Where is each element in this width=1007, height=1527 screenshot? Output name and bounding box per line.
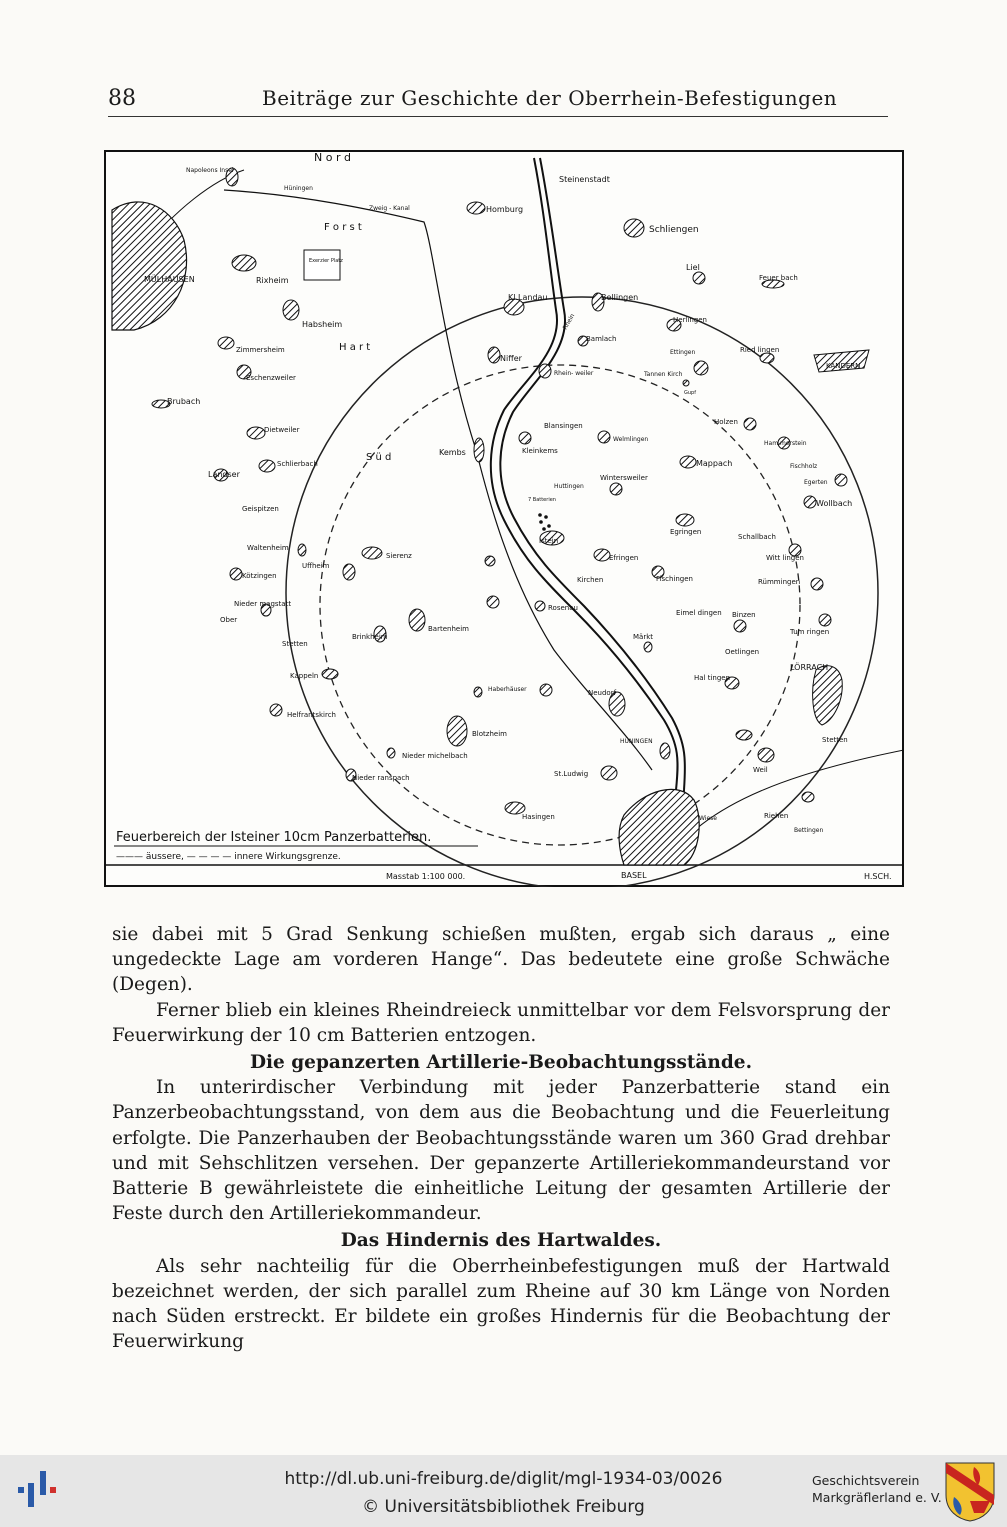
- label-wittlingen: Witt lingen: [766, 554, 804, 562]
- society-name-line1: Geschichtsverein: [812, 1473, 920, 1488]
- label-bamlach: Bamlach: [586, 335, 617, 343]
- label-brubach: Brubach: [167, 397, 201, 406]
- label-schallbach: Schallbach: [738, 533, 776, 541]
- label-sierenz: Sierenz: [386, 552, 412, 560]
- label-wollbach: Wollbach: [816, 499, 853, 508]
- label-zweig-kanal: Zweig - Kanal: [369, 205, 410, 212]
- label-forst: F o r s t: [324, 222, 362, 233]
- label-bartenheim: Bartenheim: [428, 625, 469, 633]
- label-maerkt: Märkt: [633, 633, 654, 641]
- label-koetzingen: Kötzingen: [242, 572, 277, 580]
- label-binzen: Binzen: [732, 611, 756, 619]
- label-bellingen: Bellingen: [601, 293, 639, 302]
- paragraph-4: Als sehr nachteilig für die Oberrheinbefestigungen muß der Hartwald bezeichnet werden, der sich parallel zum Rheine auf 30 km Länge von Norden nach Süden erstreckt. Er bildete ein großes Hindernis für die Beobachtung der Feuerwirkung: [112, 1255, 890, 1353]
- label-zimmersheim: Zimmersheim: [236, 346, 285, 354]
- label-schlierbach: Schlierbach: [277, 460, 318, 468]
- paragraph-2: Ferner blieb ein kleines Rheindreieck unmittelbar vor dem Felsvorsprung der Feuerwirkung der 10 cm Batterien entzogen.: [112, 999, 890, 1046]
- source-url-link[interactable]: http://dl.ub.uni-freiburg.de/diglit/mgl-1934-03/0026: [284, 1469, 723, 1489]
- header-rule: [108, 116, 888, 117]
- label-kl-landau: Kl.Landau: [508, 293, 548, 302]
- label-gupf: Gupf: [684, 390, 696, 396]
- label-batterien: 7 Batterien: [528, 497, 556, 503]
- heading-hartwald: Das Hindernis des Hartwaldes.: [340, 1230, 662, 1252]
- label-feuerbach: Feuer bach: [759, 274, 798, 282]
- legend-line: ——— äussere, — — — — innere Wirkungsgrenze.: [116, 852, 341, 862]
- label-helfrantskirch: Helfrantskirch: [287, 711, 336, 719]
- label-rheinweiler: Rhein- weiler: [554, 370, 594, 377]
- label-holzen: Holzen: [714, 418, 738, 426]
- label-kappeln: Kappeln: [290, 672, 319, 680]
- label-riehen: Riehen: [764, 812, 789, 820]
- label-wintersweiler: Wintersweiler: [600, 474, 648, 482]
- label-loerrach: LÖRRACH: [790, 663, 829, 672]
- label-exerzier-platz: Exerzier Platz: [309, 258, 343, 264]
- label-ettingen: Ettingen: [670, 349, 696, 356]
- label-steinenstadt: Steinenstadt: [559, 175, 610, 184]
- label-liel: Liel: [686, 263, 700, 272]
- label-efringen: Efringen: [609, 554, 639, 562]
- label-landser: Landser: [208, 470, 240, 479]
- label-rosenau: Rosenau: [548, 604, 578, 612]
- label-oetlingen: Oetlingen: [725, 648, 760, 656]
- label-sued: S ü d: [366, 452, 392, 463]
- label-blansingen: Blansingen: [544, 422, 583, 430]
- label-eschenzweiler: Eschenzweiler: [246, 374, 296, 382]
- label-rummingen: Rümmingen: [758, 578, 801, 586]
- fire-range-map: [104, 150, 904, 887]
- label-eimeldingen: Eimel dingen: [676, 609, 722, 617]
- label-herlingen: Herlingen: [673, 316, 707, 324]
- label-egerten: Egerten: [804, 479, 828, 486]
- label-blotzheim: Blotzheim: [472, 730, 507, 738]
- label-riedlingen: Ried lingen: [740, 346, 780, 354]
- label-ober: Ober: [220, 616, 238, 624]
- legend-title: Feuerbereich der Isteiner 10cm Panzerbatterien.: [116, 830, 432, 845]
- label-kirchen: Kirchen: [577, 576, 604, 584]
- label-niederranspach: Nieder ranspach: [352, 774, 410, 782]
- label-niedermichelbach: Nieder michelbach: [402, 752, 468, 760]
- label-haltingen: Hal tingen: [694, 674, 731, 682]
- label-istein: Istein: [539, 537, 559, 545]
- label-muelhausen: MÜLHAUSEN: [144, 275, 195, 284]
- heading-beobachtungsstaende: Die gepanzerten Artillerie-Beobachtungsstände.: [249, 1052, 753, 1074]
- label-kleinkems: Kleinkems: [522, 447, 558, 455]
- label-rhein: Rhein: [561, 312, 577, 331]
- body-text: [112, 922, 890, 1354]
- label-uffheim: Uffheim: [302, 562, 330, 570]
- footer-bar: [0, 1455, 1007, 1527]
- label-welmlingen: Welmlingen: [613, 436, 649, 443]
- label-napoleons-insel: Napoleons Insel: [186, 167, 234, 174]
- label-brinkheim: Brinkheim: [352, 633, 388, 641]
- label-hasingen: Hasingen: [522, 813, 555, 821]
- label-hart: H a r t: [339, 342, 371, 353]
- label-habsheim: Habsheim: [302, 320, 343, 329]
- label-fischingen: Fischingen: [656, 575, 693, 583]
- label-bettingen: Bettingen: [794, 827, 824, 834]
- map-scale: Masstab 1:100 000.: [386, 872, 466, 881]
- label-wiese: Wiese: [699, 815, 717, 822]
- label-geispitzen: Geispitzen: [242, 505, 279, 513]
- label-hueningen: HÜNINGEN: [620, 738, 653, 745]
- society-name-line2: Markgräflerland e. V.: [812, 1490, 942, 1505]
- page-number: 88: [108, 86, 136, 111]
- label-homburg: Homburg: [486, 205, 524, 214]
- label-waltenheim: Waltenheim: [247, 544, 289, 552]
- paragraph-1: sie dabei mit 5 Grad Senkung schießen mußten, ergab sich daraus „ eine ungedeckte Lage am vorderen Hange“. Das bedeutete eine große Schwäche (Degen).: [112, 924, 890, 996]
- paragraph-3: In unterirdischer Verbindung mit jeder Panzerbatterie stand ein Panzerbeobachtungsstand, von dem aus die Beobachtung und die Feuerleitung erfolgte. Die Panzerhauben der Beobachtungsstände waren um 360 Grad drehbar und mit Sehschlitzen versehen. Der gepanzerte Artilleriekommandeurstand vor Batterie B gewährleistete die einheitliche Leitung der gesamten Artillerie der Feste durch den Artilleriekommandeur.: [112, 1077, 890, 1225]
- label-fischholz: Fischholz: [790, 463, 818, 470]
- label-rixheim: Rixheim: [256, 276, 289, 285]
- label-niffer: Niffer: [500, 354, 522, 363]
- label-nord: N o r d: [314, 151, 351, 164]
- label-tannenkirch: Tannen Kirch: [644, 371, 683, 378]
- label-st-ludwig: St.Ludwig: [554, 770, 589, 778]
- copyright-text: © Universitätsbibliothek Freiburg: [362, 1497, 645, 1517]
- label-weil: Weil: [753, 766, 768, 774]
- label-stetten: Stetten: [282, 640, 308, 648]
- map-city-basel: BASEL: [621, 871, 647, 880]
- label-tumringen: Tum ringen: [790, 628, 830, 636]
- label-dietweiler: Dietweiler: [264, 426, 300, 434]
- map-initials: H.SCH.: [864, 872, 892, 881]
- label-kembs: Kembs: [439, 448, 466, 457]
- running-title: Beiträge zur Geschichte der Oberrhein-Befestigungen: [262, 86, 838, 110]
- label-hammerstein: Ham merstein: [764, 440, 807, 447]
- society-crest-icon[interactable]: [944, 1461, 996, 1523]
- label-neudorf: Neudorf: [588, 689, 617, 697]
- society-name: [812, 1472, 942, 1506]
- label-kandern: KANDERN: [826, 362, 861, 370]
- label-huttingen: Huttingen: [554, 483, 584, 490]
- label-egringen: Egringen: [670, 528, 702, 536]
- label-stetten-right: Stetten: [822, 736, 848, 744]
- label-mappach: Mappach: [696, 459, 733, 468]
- label-schliengen: Schliengen: [649, 225, 699, 235]
- label-haberhaeuser: Haberhäuser: [488, 686, 527, 693]
- label-niedermagstatt: Nieder magstatt: [234, 600, 292, 608]
- label-hueningen-kanal: Hüningen: [284, 185, 313, 192]
